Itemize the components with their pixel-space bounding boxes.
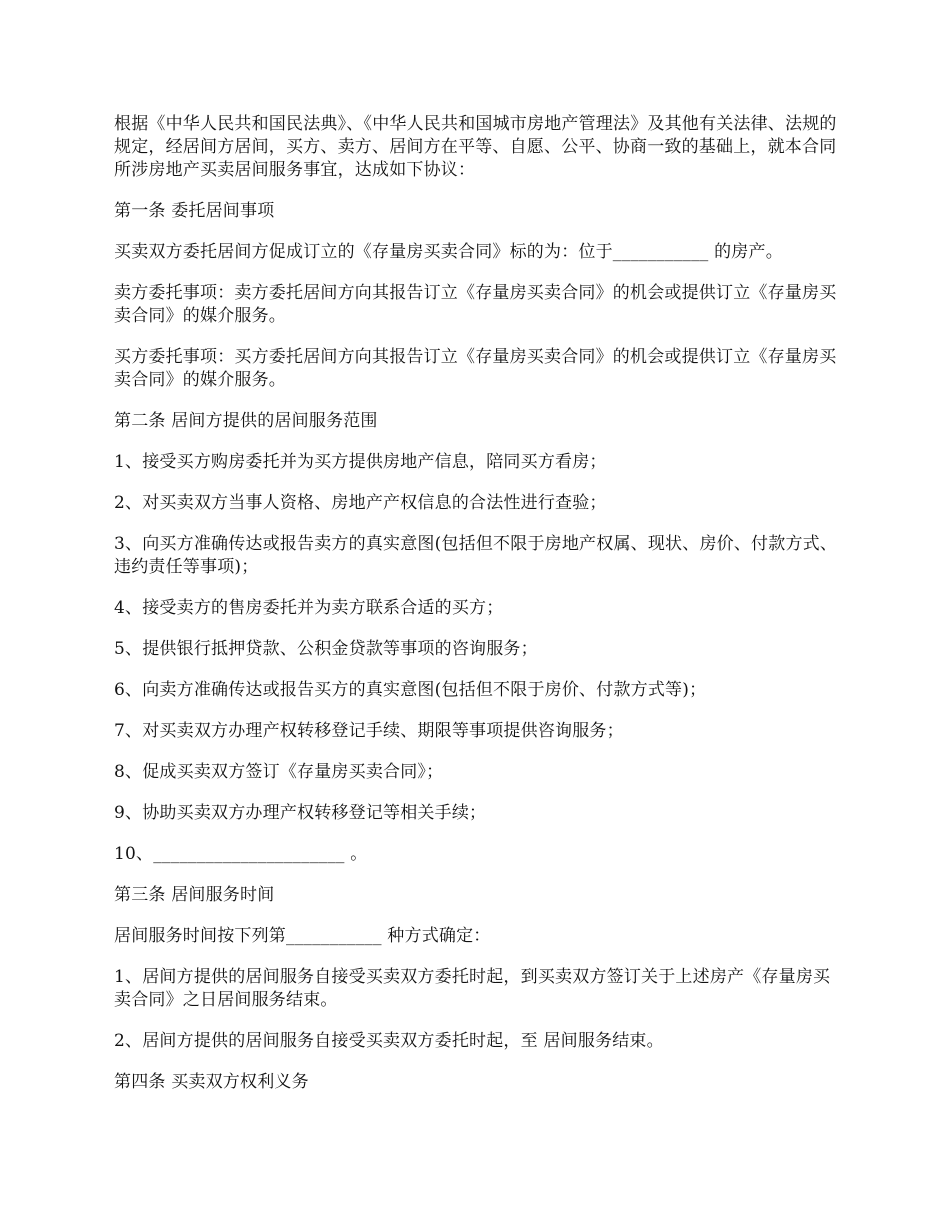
service-item-8: 8、促成买卖双方签订《存量房买卖合同》； <box>114 762 444 782</box>
article-2-heading: 第二条 居间方提供的居间服务范围 <box>114 411 378 431</box>
article-1-heading: 第一条 委托居间事项 <box>114 201 275 221</box>
document-body <box>114 113 844 1112</box>
article-4-heading: 第四条 买卖双方权利义务 <box>114 1072 309 1092</box>
service-time-method-paragraph: 居间服务时间按下列第___________ 种方式确定： <box>114 926 491 946</box>
service-item-6: 6、向卖方准确传达或报告买方的真实意图(包括但不限于房价、付款方式等)； <box>114 680 707 700</box>
buyer-entrustment-paragraph: 买方委托事项：买方委托居间方向其报告订立《存量房买卖合同》的机会或提供订立《存量房买卖合同》的媒介服务。 <box>114 347 837 390</box>
service-item-1: 1、接受买方购房委托并为买方提供房地产信息，陪同买方看房； <box>114 452 607 472</box>
service-item-4: 4、接受卖方的售房委托并为卖方联系合适的买方； <box>114 598 504 618</box>
article-3-heading: 第三条 居间服务时间 <box>114 885 275 905</box>
service-item-2: 2、对买卖双方当事人资格、房地产产权信息的合法性进行查验； <box>114 493 607 513</box>
service-item-10: 10、______________________ 。 <box>114 844 368 864</box>
article-1-subject-paragraph: 买卖双方委托居间方促成订立的《存量房买卖合同》标的为：位于___________ 的房产。 <box>114 242 783 262</box>
service-time-option-1: 1、居间方提供的居间服务自接受买卖双方委托时起，到买卖双方签订关于上述房产《存量房买卖合同》之日居间服务结束。 <box>114 967 831 1010</box>
preamble-paragraph: 根据《中华人民共和国民法典》、《中华人民共和国城市房地产管理法》及其他有关法律、法规的规定，经居间方居间，买方、卖方、居间方在平等、自愿、公平、协商一致的基础上，就本合同所涉房地产买卖居间服务事宜，达成如下协议： <box>114 114 837 180</box>
seller-entrustment-paragraph: 卖方委托事项：卖方委托居间方向其报告订立《存量房买卖合同》的机会或提供订立《存量房买卖合同》的媒介服务。 <box>114 283 837 326</box>
service-item-7: 7、对买卖双方办理产权转移登记手续、期限等事项提供咨询服务； <box>114 721 624 741</box>
service-time-option-2: 2、居间方提供的居间服务自接受买卖双方委托时起，至 居间服务结束。 <box>114 1031 664 1051</box>
service-item-3: 3、向买方准确传达或报告卖方的真实意图(包括但不限于房地产权属、现状、房价、付款方式、违约责任等事项)； <box>114 534 838 577</box>
service-item-9: 9、协助买卖双方办理产权转移登记等相关手续； <box>114 803 487 823</box>
service-item-5: 5、提供银行抵押贷款、公积金贷款等事项的咨询服务； <box>114 639 538 659</box>
